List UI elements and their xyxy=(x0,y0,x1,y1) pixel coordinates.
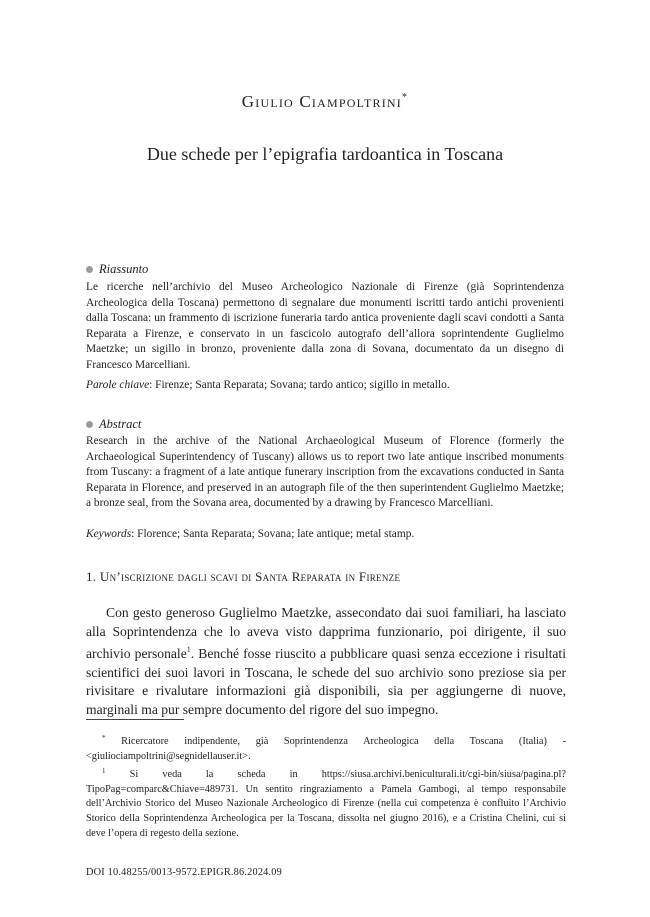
footnote-author-text: Ricercatore indipendente, già Soprintendenza Archeologica della Toscana (Italia) - <giuliociampoltrini@segnidellauser.it>. xyxy=(86,736,567,762)
riassunto-text: Le ricerche nell’archivio del Museo Archeologico Nazionale di Firenze (già Soprintendenza Archeologica della Toscana) permettono di segnalare due monumenti iscritti tardo antichi provenienti dalla Toscana: un frammento di iscrizione funeraria tardo antica proveniente dagli scavi condotti a Santa Reparata a Firenze, e conservato in un fascicolo autografo dell’allora soprintendente Guglielmo Maetzke; un sigillo in bronzo, proveniente dalla zona di Sovana, documentato da un disegno di Francesco Marcelliani. xyxy=(86,281,564,371)
footnote-ref: 1 xyxy=(186,645,191,655)
riassunto-keywords xyxy=(86,378,564,393)
riassunto-keywords-values: : Firenze; Santa Reparata; Sovana; tardo antico; sigillo in metallo. xyxy=(149,379,450,391)
paper-title: Due schede per l’epigrafia tardoantica in Toscana xyxy=(146,144,504,164)
footnote-1 xyxy=(86,764,566,841)
bullet-icon xyxy=(86,421,93,428)
footnotes xyxy=(86,731,566,841)
doi-line: DOI 10.48255/0013-9572.EPIGR.86.2024.09 xyxy=(86,867,282,878)
footnote-author-mark: * xyxy=(102,734,106,742)
footnote-author xyxy=(86,731,566,764)
riassunto-heading-label: Riassunto xyxy=(99,262,149,276)
bullet-icon xyxy=(86,266,93,273)
footnote-1-mark: 1 xyxy=(102,767,106,776)
author-name xyxy=(0,92,650,112)
riassunto-keywords-label: Parole chiave xyxy=(86,379,150,391)
section-heading: 1. Un’iscrizione dagli scavi di Santa Reparata in Firenze xyxy=(86,569,401,584)
abstract-keywords-label: Keywords xyxy=(86,528,132,540)
abstract-heading xyxy=(86,417,141,432)
author-footnote-mark: * xyxy=(402,92,409,103)
abstract-keywords-values: : Florence; Santa Reparata; Sovana; late antique; metal stamp. xyxy=(131,528,415,540)
footnote-divider xyxy=(86,719,184,720)
section-body-part-b: . Benché fosse riuscito a pubblicare quasi senza eccezione i risultati scientifici dei suoi lavori in Toscana, le schede del suo archivio sono preziose sia per rivisitare e rivalutare informazioni già disponibili, sia per aggiungerne di nuove, marginali ma pur sempre documento del rigore del suo impegno. xyxy=(86,646,566,717)
section-body-part-a: Con gesto generoso Guglielmo Maetzke, assecondato dai suoi familiari, ha lasciato alla Soprintendenza che lo aveva visto dapprima funzionario, poi dirigente, il suo archivio personale xyxy=(86,605,566,662)
abstract-keywords xyxy=(86,527,564,542)
footnote-1-text: Si veda la scheda in https://siusa.archivi.beniculturali.it/cgi-bin/siusa/pagina.pl?TipoPag=comparc&Chiave=489731. Un sentito ringraziamento a Pamela Gambogi, al tempo responsabile dell’Archivio Storico del Museo Nazionale Archeologico di Firenze (nella cui competenza è confluito l’Archivio Storico della Soprintendenza Archeologica per la Toscana, dissolta nel giugno 2016), e a Cristina Chelini, cui si deve l’opera di regesto della sezione. xyxy=(86,769,566,839)
riassunto-heading xyxy=(86,262,148,277)
abstract-heading-label: Abstract xyxy=(99,417,142,431)
abstract-text: Research in the archive of the National Archaeological Museum of Florence (formerly the Archaeological Superintendency of Tuscany) allows us to report two late antique inscribed monuments from Tuscany: a fragment of a late antique funerary inscription from the excavations conducted in Santa Reparata in Florence, and preserved in an autograph file of the then superintendent Guglielmo Maetzke; a bronze seal, from the Sovana area, documented by a drawing by Francesco Marcelliani. xyxy=(86,435,564,510)
section-body xyxy=(86,604,566,720)
author-name-text: Giulio Ciampoltrini xyxy=(241,92,402,111)
